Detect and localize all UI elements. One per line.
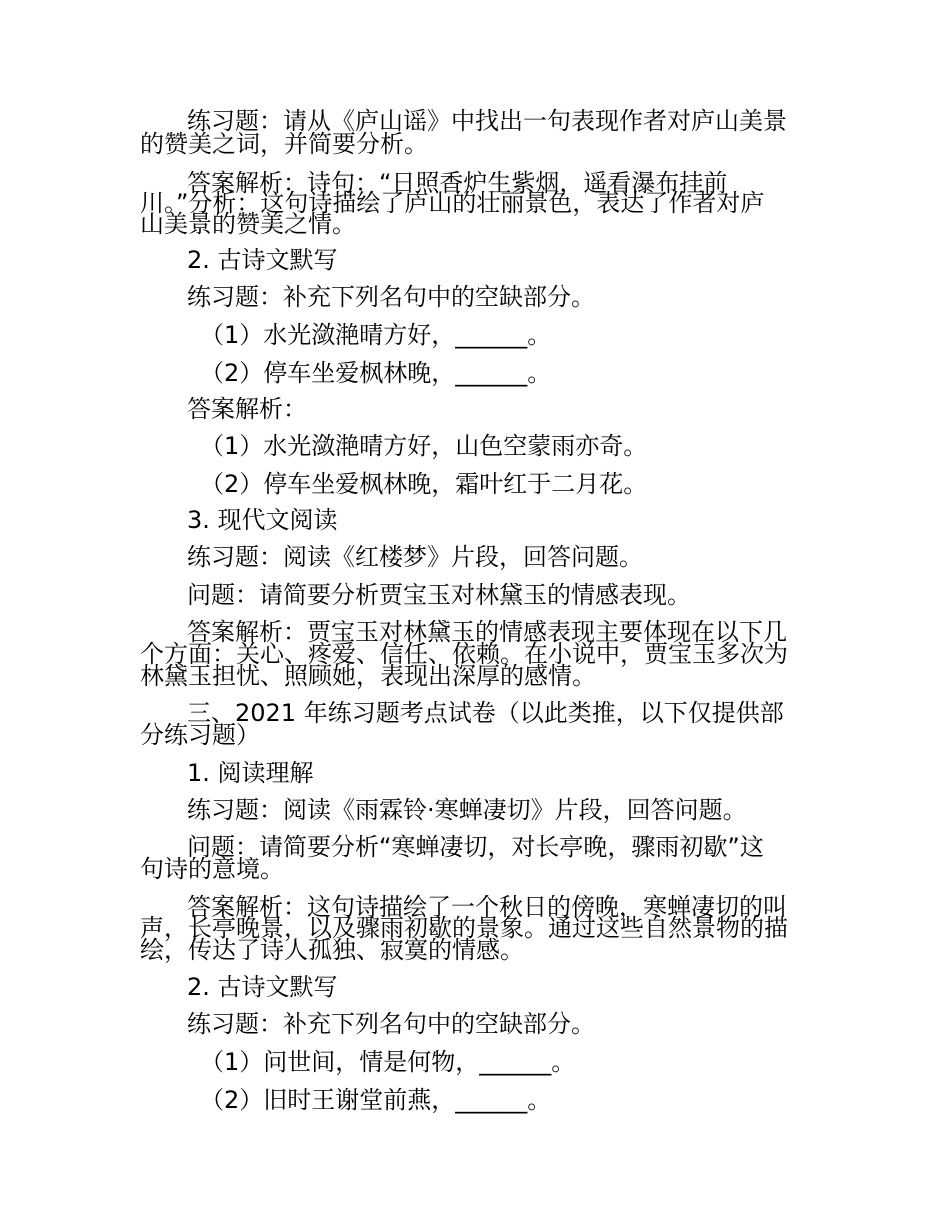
text-line: 练习题：补充下列名句中的空缺部分。 [187,1010,595,1038]
text-line: 练习题：阅读《雨霖铃·寒蝉凄切》片段，回答问题。 [187,796,747,824]
text-line: 个方面：关心、疼爱、信任、依赖。在小说中，贾宝玉多次为 [140,640,788,668]
text-line: 的赞美之词，并简要分析。 [140,130,428,158]
list-item: （1）水光潋滟晴方好，______。 [200,321,552,349]
section-heading: 三、2021 年练习题考点试卷（以此类推，以下仅提供部 [187,699,784,727]
list-item: （1）水光潋滟晴方好，山色空蒙雨亦奇。 [200,432,648,460]
text-line: 答案解析：这句诗描绘了一个秋日的傍晚，寒蝉凄切的叫 [187,893,787,921]
text-line: 句诗的意境。 [140,855,284,883]
list-item: （2）停车坐爱枫林晚，霜叶红于二月花。 [200,470,648,498]
text-line: 绘，传达了诗人孤独、寂寞的情感。 [140,936,524,964]
text-line: 问题：请简要分析贾宝玉对林黛玉的情感表现。 [187,581,691,609]
section-heading: 分练习题） [140,721,260,749]
text-line: 答案解析：诗句：“日照香炉生紫烟，遥看瀑布挂前 [187,169,728,197]
text-line: 答案解析： [187,395,307,423]
section-heading: 2. 古诗文默写 [187,246,338,274]
section-heading: 1. 阅读理解 [187,759,314,787]
list-item: （2）旧时王谢堂前燕，______。 [200,1086,552,1114]
text-line: 练习题：补充下列名句中的空缺部分。 [187,283,595,311]
text-line: 山美景的赞美之情。 [140,210,356,238]
text-line: 林黛玉担忧、照顾她，表现出深厚的感情。 [140,662,596,690]
list-item: （1）问世间，情是何物，______。 [200,1048,576,1076]
text-line: 问题：请简要分析“寒蝉凄切，对长亭晚，骤雨初歇”这 [187,833,764,861]
text-line: 答案解析：贾宝玉对林黛玉的情感表现主要体现在以下几 [187,618,787,646]
text-line: 川。”分析：这句诗描绘了庐山的壮丽景色，表达了作者对庐 [140,189,765,217]
text-line: 练习题：阅读《红楼梦》片段，回答问题。 [187,543,643,571]
section-heading: 2. 古诗文默写 [187,973,338,1001]
section-heading: 3. 现代文阅读 [187,506,338,534]
list-item: （2）停车坐爱枫林晚，______。 [200,359,552,387]
text-line: 声，长亭晚景，以及骤雨初歇的景象。通过这些自然景物的描 [140,914,788,942]
text-line: 练习题：请从《庐山谣》中找出一句表现作者对庐山美景 [187,107,787,135]
